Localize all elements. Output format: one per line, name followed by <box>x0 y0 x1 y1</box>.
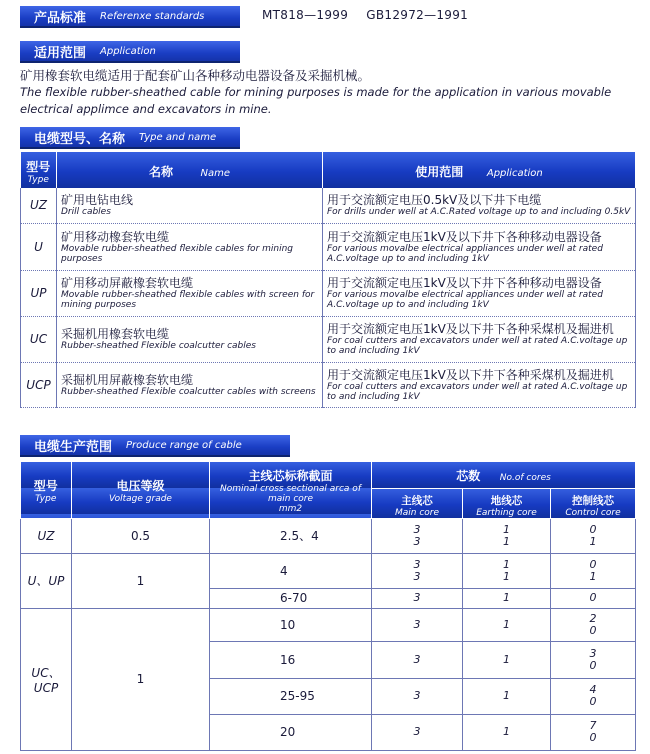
type-code: U <box>21 223 57 270</box>
range-earth-cores <box>463 714 551 750</box>
type-name-en: Rubber-sheathed Flexible coalcutter cables <box>61 341 256 351</box>
core-count: 1 <box>589 534 597 548</box>
type-code: UCP <box>21 362 57 407</box>
range-header-cn: 电缆生产范围 <box>34 439 113 455</box>
range-ctrl-cn: 控制线芯 <box>572 494 614 507</box>
range-earth-cores <box>463 518 551 553</box>
standards-header <box>20 6 240 28</box>
core-count: 3 <box>413 522 421 536</box>
type-name <box>57 188 323 223</box>
range-section: 2.5、4 <box>210 518 372 553</box>
type-name-en: Drill cables <box>61 207 111 218</box>
type-app-cn: 用于交流额定电压1kV及以下井下各种采煤机及掘进机 <box>327 322 614 336</box>
range-main-cores <box>372 714 463 750</box>
core-count: 0 <box>589 522 597 536</box>
range-main-cores <box>372 641 463 678</box>
range-sect-cn: 主线芯标称截面 <box>248 469 333 484</box>
type-application <box>323 270 636 316</box>
core-count: 3 <box>413 725 421 738</box>
range-ctrl-en: Control core <box>565 507 621 518</box>
application-header <box>20 41 240 63</box>
core-count: 1 <box>503 569 510 583</box>
core-count: 3 <box>413 689 421 702</box>
type-name <box>57 223 323 270</box>
range-type-col <box>21 462 72 518</box>
range-row <box>21 553 636 588</box>
core-count: 1 <box>503 557 510 571</box>
types-header <box>20 127 240 149</box>
type-name-cn: 采掘机用屏蔽橡套软电缆 <box>61 372 194 387</box>
type-app-en: For various movalbe electrical appliances under well at rated A.C.voltage up to and including 1kV <box>327 290 603 310</box>
range-cores-cn: 芯数 <box>456 469 481 484</box>
range-main-cores <box>372 588 463 608</box>
type-col-header <box>21 152 57 188</box>
core-count: 3 <box>413 617 421 631</box>
core-count: 1 <box>589 569 597 583</box>
type-name <box>57 270 323 316</box>
range-header-en: Produce range of cable <box>126 439 242 451</box>
types-row <box>21 223 636 270</box>
range-cores-col <box>372 462 636 488</box>
type-code: UZ <box>21 188 57 223</box>
type-app-en: For various movalbe electrical appliances under well at rated A.C.voltage up to and including 1kV <box>327 243 603 264</box>
app-col-en: Application <box>486 167 543 179</box>
type-app-cn: 用于交流额定电压1kV及以下井下各种移动电器设备 <box>327 229 602 244</box>
core-count: 0 <box>589 695 597 708</box>
range-main-en: Main core <box>394 507 440 518</box>
range-ctrl-col <box>551 488 636 518</box>
range-type: UZ <box>21 518 72 553</box>
range-main-cores <box>372 518 463 553</box>
core-count: 3 <box>413 557 421 571</box>
core-count: 1 <box>503 652 510 666</box>
range-header-row <box>21 462 636 488</box>
type-application <box>323 316 636 362</box>
application-text-cn: 矿用橡套软电缆适用于配套矿山各种移动电器设备及采掘机械。 <box>20 68 371 83</box>
type-name-cn: 矿用电钻电线 <box>61 193 134 208</box>
application-col-header <box>323 152 636 188</box>
core-count: 3 <box>413 591 421 604</box>
range-row <box>21 518 636 553</box>
core-count: 0 <box>589 623 597 637</box>
range-main-cn: 主线芯 <box>401 494 433 507</box>
range-ctrl-cores <box>551 714 636 750</box>
range-earth-cores <box>463 553 551 588</box>
type-app-en: For coal cutters and excavators under well at rated A.C.voltage up to and including 1kV <box>327 336 628 356</box>
core-count: 1 <box>503 522 510 536</box>
core-count: 7 <box>589 719 597 732</box>
range-earth-col <box>463 488 551 518</box>
range-sect-unit: mm2 <box>278 504 303 515</box>
core-count: 4 <box>589 683 597 696</box>
type-col-en: Type <box>27 174 49 185</box>
range-header <box>20 435 290 457</box>
name-col-cn: 名称 <box>148 164 173 179</box>
range-table <box>20 462 636 751</box>
type-name-cn: 矿用移动屏蔽橡套软电缆 <box>61 276 194 290</box>
range-type-en: Type <box>35 494 57 505</box>
standard-code: MT818—1999 <box>262 8 349 22</box>
core-count: 3 <box>413 652 421 666</box>
core-count: 1 <box>503 689 510 702</box>
types-header-cn: 电缆型号、名称 <box>34 131 126 147</box>
type-name-en: Movable rubber-sheathed flexible cables for mining purposes <box>61 243 294 264</box>
core-count: 0 <box>589 658 597 672</box>
range-volt-col <box>72 462 210 518</box>
range-type-cn: 型号 <box>33 479 58 494</box>
range-section-col <box>210 462 372 518</box>
type-app-en: For coal cutters and excavators under well at rated A.C.voltage up to and including 1kV <box>327 381 628 402</box>
range-section: 10 <box>210 608 372 641</box>
range-ctrl-cores <box>551 608 636 641</box>
range-type: U、UP <box>21 553 72 608</box>
types-row <box>21 362 636 407</box>
range-ctrl-cores <box>551 553 636 588</box>
types-row <box>21 316 636 362</box>
type-application <box>323 362 636 407</box>
core-count: 0 <box>589 731 597 744</box>
types-table <box>20 152 636 408</box>
range-earth-cores <box>463 641 551 678</box>
range-ctrl-cores <box>551 641 636 678</box>
range-section: 25-95 <box>210 678 372 714</box>
range-section: 20 <box>210 714 372 750</box>
type-name-cn: 矿用移动橡套软电缆 <box>61 229 170 244</box>
core-count: 1 <box>503 725 510 738</box>
application-text <box>20 67 620 118</box>
range-section: 6-70 <box>210 588 372 608</box>
type-app-cn: 用于交流额定电压1kV及以下井下各种采煤机及掘进机 <box>327 367 614 382</box>
application-header-cn: 适用范围 <box>34 45 87 61</box>
range-main-cores <box>372 678 463 714</box>
range-voltage: 1 <box>72 608 210 750</box>
range-main-cores <box>372 608 463 641</box>
type-application <box>323 188 636 223</box>
name-col-header <box>57 152 323 188</box>
range-main-cores <box>372 553 463 588</box>
core-count: 0 <box>589 591 597 604</box>
type-code: UP <box>21 270 57 316</box>
range-sect-en: Nominal cross sectional arca of main core <box>220 484 361 505</box>
range-earth-cores <box>463 608 551 641</box>
types-table-header <box>21 152 636 188</box>
type-name-cn: 采掘机用橡套软电缆 <box>61 327 170 341</box>
range-row <box>21 608 636 641</box>
range-volt-en: Voltage grade <box>109 494 172 505</box>
range-volt-cn: 电压等级 <box>116 479 165 494</box>
name-col-en: Name <box>200 167 231 179</box>
range-earth-cores <box>463 588 551 608</box>
range-voltage: 0.5 <box>72 518 210 553</box>
type-name <box>57 362 323 407</box>
app-col-cn: 使用范围 <box>415 164 464 179</box>
type-name-en: Movable rubber-sheathed flexible cables with screen for mining purposes <box>61 290 315 310</box>
application-header-en: Application <box>100 45 156 57</box>
types-header-en: Type and name <box>139 131 217 143</box>
core-count: 3 <box>413 534 421 548</box>
range-main-col <box>372 488 463 518</box>
range-ctrl-cores <box>551 588 636 608</box>
range-earth-cores <box>463 678 551 714</box>
range-ctrl-cores <box>551 678 636 714</box>
standard-code: GB12972—1991 <box>366 8 469 22</box>
type-app-cn: 用于交流额定电压0.5kV及以下井下电缆 <box>327 193 542 208</box>
type-application <box>323 223 636 270</box>
range-type: UC、UCP <box>21 608 72 750</box>
application-text-en: The flexible rubber-sheathed cable for mining purposes is made for the application in various movable electrical applimce and excavators in mine. <box>20 85 612 116</box>
core-count: 1 <box>503 591 510 604</box>
range-section: 4 <box>210 553 372 588</box>
type-app-cn: 用于交流额定电压1kV及以下井下各种移动电器设备 <box>327 276 602 290</box>
standards-header-en: Referenxe standards <box>100 10 205 22</box>
range-earth-cn: 地线芯 <box>490 494 523 507</box>
range-body <box>21 518 636 750</box>
standards-list <box>262 8 482 22</box>
type-col-cn: 型号 <box>26 159 51 174</box>
range-section: 16 <box>210 641 372 678</box>
type-name-en: Rubber-sheathed Flexible coalcutter cables with screens <box>61 386 316 397</box>
core-count: 3 <box>589 646 597 660</box>
core-count: 2 <box>589 611 597 625</box>
standards-header-cn: 产品标准 <box>34 10 87 26</box>
core-count: 3 <box>413 569 421 583</box>
type-code: UC <box>21 316 57 362</box>
range-earth-en: Earthing core <box>476 507 537 518</box>
core-count: 1 <box>503 534 510 548</box>
range-ctrl-cores <box>551 518 636 553</box>
types-row <box>21 188 636 223</box>
range-voltage: 1 <box>72 553 210 608</box>
core-count: 1 <box>503 617 510 631</box>
types-row <box>21 270 636 316</box>
range-cores-en: No.of cores <box>499 473 551 484</box>
type-name <box>57 316 323 362</box>
type-app-en: For drills under well at A.C.Rated voltage up to and including 0.5kV <box>327 207 631 218</box>
core-count: 0 <box>589 557 597 571</box>
